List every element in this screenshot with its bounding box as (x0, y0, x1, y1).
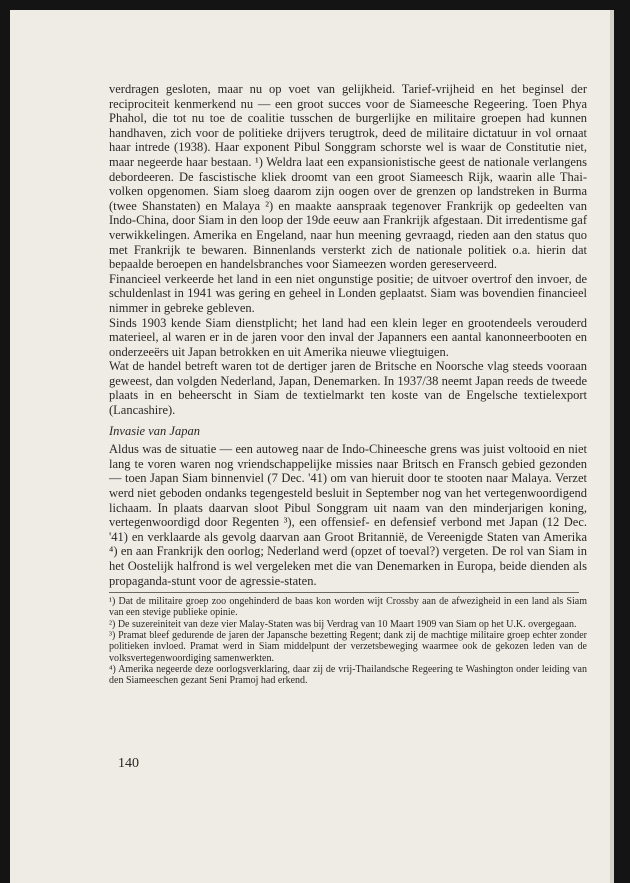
footnote: ⁴) Amerika negeerde deze oorlogsverklaring, daar zij de vrij-Thailandsche Regeering te Washington onder leiding van den Siameeschen gezant Seni Pramoj had erkend. (109, 663, 587, 687)
footnote: ³) Pramat bleef gedurende de jaren der Japansche bezetting Regent; dank zij de machtige militaire groep echter zonder politieken invloed. Pramat werd in Siam middelpunt der verzetsbeweging waarmee ook de gekozen leden van de volksvertegenwoordiging samenwerkten. (109, 630, 587, 664)
footnote: ¹) Dat de militaire groep zoo ongehinderd de baas kon worden wijt Crossby aan de afwezigheid in een land als Siam van een stevige publieke opinie. (109, 596, 587, 619)
page-number: 140 (118, 756, 139, 771)
paragraph: Wat de handel betreft waren tot de dertiger jaren de Britsche en Noorsche vlag steeds vooraan geweest, dan volgden Nederland, Japan, Denemarken. In 1937/38 neemt Japan reeds de tweede plaats in en beheerscht in Siam de textielmarkt ten koste van de Engelsche textielexport (Lancashire). (109, 359, 587, 418)
page-content (109, 82, 587, 687)
paragraph: verdragen gesloten, maar nu op voet van gelijkheid. Tarief-vrijheid en het beginsel der reciprociteit kenmerkend nu — een groot succes voor de Siameesche Regeering. Toen Phya Phahol, die tot nu toe de coalitie tusschen de burgerlijke en militaire groepen had kunnen handhaven, zich voor de politieke drijvers terugtrok, deed de militaire dictatuur in vol ornaat haar intrede (1938). Haar exponent Pibul Songgram schorste wel is waar de Constitutie niet, maar negeerde haar bestaan. ¹) Weldra laat een expansionistische geest de nationale verlangens debordeeren. De fascistische kliek droomt van een groot Siameesch Rijk, waarin alle Thai-volken opgenomen. Siam sloeg daarom zijn oogen over de grenzen op landstreken in Burma (twee Shanstaten) en Malaya ²) en maakte aanspraak tegenover Frankrijk op gedeelten van Indo-China, door Siam in den loop der 19de eeuw aan Frankrijk afgestaan. Dit irredentisme gaf verwikkelingen. Amerika en Engeland, naar hun meening gevraagd, rieden aan den status quo met Frankrijk te bewaren. Binnenlands versterkt zich de nationale politiek o.a. hierin dat bepaalde beroepen en handelsbranches voor Siameezen worden gereserveerd. (109, 82, 587, 272)
body-text (109, 82, 587, 418)
footnote-divider (109, 592, 579, 593)
section-heading: Invasie van Japan (109, 423, 200, 438)
footnote: ²) De suzereiniteit van deze vier Malay-Staten was bij Verdrag van 10 Maart 1909 van Siam op het U.K. overgegaan. (109, 618, 577, 630)
paragraph: Aldus was de situatie — een autoweg naar de Indo-Chineesche grens was juist voltooid en niet lang te voren waren nog vriendschappelijke missies naar Britsch en Fransch gebied gezonden — toen Japan Siam binnenviel (7 Dec. '41) om van hieruit door te stooten naar Malaya. Verzet werd niet geboden ondanks tegengesteld besluit in September nog van het vertegenwoordigend lichaam. In plaats daarvan sloot Pibul Songgram uit naam van den minderjarigen koning, vertegenwoordigd door Regenten ³), een offensief- en defensief verbond met Japan (12 Dec. '41) en verklaarde als gevolg daarvan aan Groot Britannië, de Vereenigde Staten van Amerika ⁴) en aan Frankrijk den oorlog; Nederland werd (opzet of toeval?) vergeten. De rol van Siam in het Oostelijk halfrond is wel vergeleken met die van Denemarken in Europa, beide dienden als propaganda-stunt voor de agressie-staten. (109, 442, 587, 588)
paragraph: Financieel verkeerde het land in een niet ongunstige positie; de uitvoer overtrof den invoer, de schuldenlast in 1941 was gering en geheel in Londen geplaatst. Siam was bovendien financieel nimmer in gebreke gebleven. (109, 271, 587, 315)
paragraph: Sinds 1903 kende Siam dienstplicht; het land had een klein leger en grootendeels verouderd materieel, al waren er in de jaren voor den inval der Japanners een aantal kanonneerbooten en onderzeeërs uit Japan betrokken en uit Amerika nieuwe vliegtuigen. (109, 315, 587, 359)
footnotes (109, 596, 587, 686)
page-edge (610, 10, 614, 883)
section-text (109, 442, 587, 588)
